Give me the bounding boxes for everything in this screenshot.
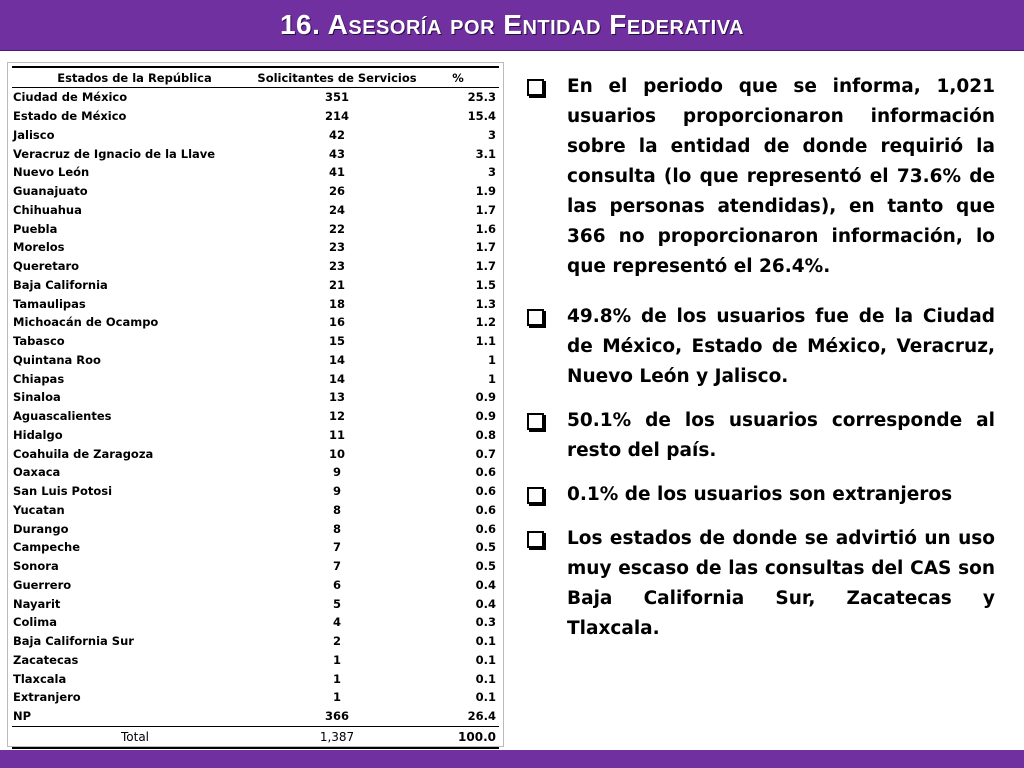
table-row bbox=[12, 88, 499, 107]
percent-value: 0.8 bbox=[475, 427, 496, 442]
table-row bbox=[12, 144, 499, 163]
applicants-count: 26 bbox=[328, 184, 345, 199]
applicants-count: 6 bbox=[332, 577, 341, 592]
header-states: Estados de la República bbox=[12, 67, 257, 88]
applicants-count: 7 bbox=[332, 559, 341, 574]
percent-value: 1.1 bbox=[475, 334, 496, 349]
checkbox-bullet-icon bbox=[527, 413, 544, 430]
percent-value: 0.6 bbox=[475, 484, 496, 499]
applicants-count: 4 bbox=[332, 615, 341, 630]
table-row bbox=[12, 182, 499, 201]
state-name: Estado de México bbox=[13, 109, 127, 124]
table-row bbox=[12, 632, 499, 651]
state-name: Zacatecas bbox=[13, 652, 79, 667]
table-row bbox=[12, 126, 499, 145]
applicants-count: 366 bbox=[324, 709, 349, 724]
applicants-count: 214 bbox=[324, 109, 349, 124]
total-label: Total bbox=[12, 726, 257, 748]
applicants-count: 16 bbox=[328, 315, 345, 330]
percent-value: 0.6 bbox=[475, 465, 496, 480]
state-name: NP bbox=[13, 709, 32, 724]
footer-bar bbox=[0, 750, 1024, 768]
applicants-count: 1 bbox=[332, 671, 341, 686]
applicants-count: 41 bbox=[328, 165, 345, 180]
table-row bbox=[12, 219, 499, 238]
state-name: Ciudad de México bbox=[13, 90, 128, 105]
percent-value: 26.4 bbox=[467, 709, 496, 724]
table-row bbox=[12, 669, 499, 688]
bullet-text: Los estados de donde se advirtió un uso muy escaso de las consultas del CAS son Baja California Sur, Zacatecas y Tlaxcala. bbox=[567, 528, 995, 639]
percent-value: 1.6 bbox=[475, 221, 496, 236]
state-name: Sinaloa bbox=[13, 390, 61, 405]
applicants-count: 7 bbox=[332, 540, 341, 555]
checkbox-bullet-icon bbox=[527, 79, 544, 96]
percent-value: 0.9 bbox=[475, 390, 496, 405]
applicants-count: 8 bbox=[332, 521, 341, 536]
percent-value: 0.1 bbox=[475, 671, 496, 686]
state-name: Colima bbox=[13, 615, 57, 630]
applicants-count: 14 bbox=[328, 371, 345, 386]
percent-value: 3.1 bbox=[475, 146, 496, 161]
state-name: Yucatan bbox=[13, 502, 65, 517]
percent-value: 0.7 bbox=[475, 446, 496, 461]
percent-value: 1 bbox=[487, 371, 496, 386]
table-row bbox=[12, 538, 499, 557]
applicants-count: 1 bbox=[332, 690, 341, 705]
percent-value: 1 bbox=[487, 352, 496, 367]
applicants-count: 2 bbox=[332, 634, 341, 649]
percent-value: 0.4 bbox=[475, 596, 496, 611]
state-name: Coahuila de Zaragoza bbox=[13, 446, 154, 461]
applicants-count: 13 bbox=[328, 390, 345, 405]
checkbox-bullet-icon bbox=[527, 309, 544, 326]
table-row bbox=[12, 613, 499, 632]
table-row bbox=[12, 482, 499, 501]
state-name: Campeche bbox=[13, 540, 81, 555]
bullet-text: 0.1% de los usuarios son extranjeros bbox=[567, 484, 953, 505]
table-row bbox=[12, 388, 499, 407]
header-applicants: Solicitantes de Servicios bbox=[257, 67, 417, 88]
state-name: Baja California Sur bbox=[13, 634, 134, 649]
bullet-item bbox=[525, 480, 995, 510]
table-row bbox=[12, 163, 499, 182]
bullet-item bbox=[525, 302, 995, 392]
state-name: Extranjero bbox=[13, 690, 81, 705]
table-body bbox=[12, 88, 499, 727]
slide-title: 16. Asesoría por Entidad Federativa bbox=[279, 9, 744, 40]
applicants-count: 24 bbox=[328, 202, 345, 217]
summary-bullets bbox=[525, 72, 995, 658]
state-name: Sonora bbox=[13, 559, 59, 574]
applicants-count: 42 bbox=[328, 127, 345, 142]
bullet-item bbox=[525, 72, 995, 282]
bullet-text: 50.1% de los usuarios corresponde al resto del país. bbox=[567, 410, 995, 461]
state-name: Oaxaca bbox=[13, 465, 61, 480]
table-total-row bbox=[12, 726, 499, 748]
table-row bbox=[12, 313, 499, 332]
state-name: Tamaulipas bbox=[13, 296, 86, 311]
percent-value: 0.6 bbox=[475, 521, 496, 536]
percent-value: 3 bbox=[487, 165, 496, 180]
percent-value: 1.7 bbox=[475, 202, 496, 217]
table-row bbox=[12, 107, 499, 126]
percent-value: 15.4 bbox=[467, 109, 496, 124]
percent-value: 0.1 bbox=[475, 634, 496, 649]
applicants-count: 9 bbox=[332, 484, 341, 499]
applicants-count: 18 bbox=[328, 296, 345, 311]
bullet-text: En el periodo que se informa, 1,021 usuarios proporcionaron información sobre la entidad de donde requirió la consulta (lo que representó el 73.6% de las personas atendidas), en tanto que 366 no proporcionaron información, lo que representó el 26.4%. bbox=[567, 76, 995, 277]
total-applicants: 1,387 bbox=[257, 726, 417, 748]
applicants-count: 9 bbox=[332, 465, 341, 480]
applicants-count: 11 bbox=[328, 427, 345, 442]
percent-value: 1.3 bbox=[475, 296, 496, 311]
applicants-count: 12 bbox=[328, 409, 345, 424]
percent-value: 0.5 bbox=[475, 559, 496, 574]
state-name: Michoacán de Ocampo bbox=[13, 315, 159, 330]
applicants-count: 8 bbox=[332, 502, 341, 517]
percent-value: 0.9 bbox=[475, 409, 496, 424]
title-bar bbox=[0, 0, 1024, 51]
applicants-count: 23 bbox=[328, 240, 345, 255]
table-row bbox=[12, 407, 499, 426]
percent-value: 0.1 bbox=[475, 652, 496, 667]
state-name: Nuevo León bbox=[13, 165, 90, 180]
table-row bbox=[12, 201, 499, 220]
total-percent: 100.0 bbox=[417, 726, 499, 748]
applicants-count: 15 bbox=[328, 334, 345, 349]
table-row bbox=[12, 369, 499, 388]
table-header-row bbox=[12, 67, 499, 88]
header-percent: % bbox=[417, 67, 499, 88]
table-row bbox=[12, 501, 499, 520]
percent-value: 0.6 bbox=[475, 502, 496, 517]
applicants-count: 22 bbox=[328, 221, 345, 236]
checkbox-bullet-icon bbox=[527, 531, 544, 548]
percent-value: 0.5 bbox=[475, 540, 496, 555]
table-row bbox=[12, 651, 499, 670]
applicants-count: 14 bbox=[328, 352, 345, 367]
applicants-count: 23 bbox=[328, 259, 345, 274]
table-row bbox=[12, 519, 499, 538]
table-row bbox=[12, 707, 499, 726]
state-name: Jalisco bbox=[13, 127, 55, 142]
state-name: Chiapas bbox=[13, 371, 65, 386]
state-name: Durango bbox=[13, 521, 69, 536]
applicants-count: 351 bbox=[324, 90, 349, 105]
percent-value: 1.2 bbox=[475, 315, 496, 330]
applicants-count: 21 bbox=[328, 277, 345, 292]
state-name: Guanajuato bbox=[13, 184, 88, 199]
table-row bbox=[12, 688, 499, 707]
state-name: Puebla bbox=[13, 221, 58, 236]
table-row bbox=[12, 557, 499, 576]
state-name: Morelos bbox=[13, 240, 65, 255]
bullet-text: 49.8% de los usuarios fue de la Ciudad de México, Estado de México, Veracruz, Nuevo León y Jalisco. bbox=[567, 306, 995, 387]
bullet-item bbox=[525, 524, 995, 644]
state-name: Quintana Roo bbox=[13, 352, 101, 367]
states-table bbox=[12, 66, 499, 749]
applicants-count: 1 bbox=[332, 652, 341, 667]
applicants-count: 10 bbox=[328, 446, 345, 461]
percent-value: 3 bbox=[487, 127, 496, 142]
table-row bbox=[12, 294, 499, 313]
state-name: Chihuahua bbox=[13, 202, 82, 217]
table-row bbox=[12, 238, 499, 257]
checkbox-bullet-icon bbox=[527, 487, 544, 504]
state-name: San Luis Potosi bbox=[13, 484, 113, 499]
percent-value: 1.7 bbox=[475, 259, 496, 274]
applicants-count: 5 bbox=[332, 596, 341, 611]
table-row bbox=[12, 351, 499, 370]
table-row bbox=[12, 576, 499, 595]
table-panel bbox=[7, 62, 504, 747]
table-row bbox=[12, 276, 499, 295]
percent-value: 1.5 bbox=[475, 277, 496, 292]
state-name: Nayarit bbox=[13, 596, 61, 611]
state-name: Aguascalientes bbox=[13, 409, 112, 424]
state-name: Baja California bbox=[13, 277, 108, 292]
table-row bbox=[12, 426, 499, 445]
percent-value: 0.4 bbox=[475, 577, 496, 592]
percent-value: 25.3 bbox=[467, 90, 496, 105]
percent-value: 1.9 bbox=[475, 184, 496, 199]
table-row bbox=[12, 463, 499, 482]
percent-value: 0.1 bbox=[475, 690, 496, 705]
percent-value: 1.7 bbox=[475, 240, 496, 255]
table-row bbox=[12, 332, 499, 351]
table-row bbox=[12, 257, 499, 276]
state-name: Guerrero bbox=[13, 577, 72, 592]
percent-value: 0.3 bbox=[475, 615, 496, 630]
table-row bbox=[12, 594, 499, 613]
state-name: Tabasco bbox=[13, 334, 65, 349]
applicants-count: 43 bbox=[328, 146, 345, 161]
state-name: Hidalgo bbox=[13, 427, 63, 442]
state-name: Veracruz de Ignacio de la Llave bbox=[13, 146, 216, 161]
table-row bbox=[12, 444, 499, 463]
state-name: Queretaro bbox=[13, 259, 80, 274]
state-name: Tlaxcala bbox=[13, 671, 67, 686]
bullet-item bbox=[525, 406, 995, 466]
